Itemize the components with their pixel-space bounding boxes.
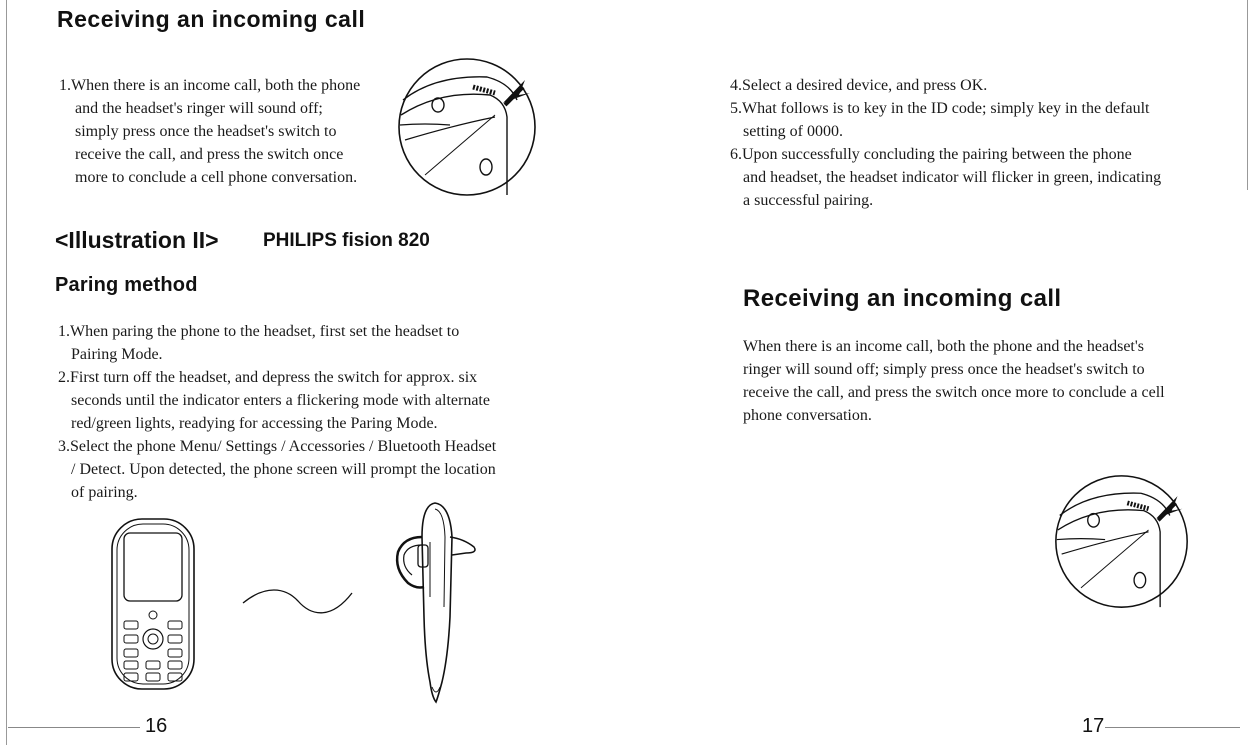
left-page — [0, 0, 627, 745]
wireless-wave-icon — [240, 585, 355, 625]
step-line: 3.Select the phone Menu/ Settings / Accessories / Bluetooth Headset — [58, 438, 497, 455]
paring-steps — [58, 320, 496, 504]
model-name: PHILIPS fision 820 — [263, 230, 430, 251]
step-line: 4.Select a desired device, and press OK. — [730, 77, 988, 94]
headset-illustration — [392, 497, 482, 707]
paring-method-title: Paring method — [55, 274, 198, 296]
right-page — [627, 0, 1255, 745]
step-line: 5.What follows is to key in the ID code; simply key in the default — [730, 100, 1150, 117]
step-line: and headset, the headset indicator will flicker in green, indicating — [743, 169, 1162, 186]
phone-illustration — [108, 515, 198, 693]
body-line: When there is an income call, both the phone and the headset's — [743, 338, 1144, 355]
body-line: ringer will sound off; simply press once the headset's switch to — [743, 361, 1145, 378]
illustration-label: <Illustration II> — [55, 227, 219, 253]
receiving-call-text — [743, 335, 1165, 427]
receiving-line: simply press once the headset's switch to — [75, 123, 337, 140]
receiving-line: receive the call, and press the switch once — [75, 146, 344, 163]
right-footer-rule — [1105, 727, 1240, 728]
step-line: setting of 0000. — [743, 123, 843, 140]
receiving-line: and the headset's ringer will sound off; — [75, 100, 323, 117]
step-line: a successful pairing. — [743, 192, 874, 209]
left-footer-rule — [8, 727, 140, 728]
receiving-call-text — [59, 74, 360, 189]
pairing-steps-continued — [730, 74, 1161, 212]
receiving-line: 1.When there is an income call, both the phone — [59, 77, 361, 94]
step-line: seconds until the indicator enters a flickering mode with alternate — [71, 392, 490, 409]
step-line: red/green lights, readying for accessing the Paring Mode. — [71, 415, 438, 432]
step-line: 6.Upon successfully concluding the pairing between the phone — [730, 146, 1132, 163]
right-page-number: 17 — [1082, 715, 1105, 737]
step-line: 2.First turn off the headset, and depress the switch for approx. six — [58, 369, 478, 386]
step-line: 1.When paring the phone to the headset, first set the headset to — [58, 323, 460, 340]
step-line: of pairing. — [71, 484, 138, 501]
headset-switch-illustration — [1052, 472, 1192, 612]
receiving-line: more to conclude a cell phone conversation. — [75, 169, 358, 186]
body-line: receive the call, and press the switch once more to conclude a cell — [743, 384, 1165, 401]
step-line: / Detect. Upon detected, the phone screen will prompt the location — [71, 461, 496, 478]
right-section-title: Receiving an incoming call — [743, 285, 1062, 312]
body-line: phone conversation. — [743, 407, 872, 424]
headset-switch-illustration — [395, 55, 540, 200]
left-page-number: 16 — [145, 715, 168, 737]
step-line: Pairing Mode. — [71, 346, 163, 363]
left-section-title: Receiving an incoming call — [57, 6, 366, 32]
